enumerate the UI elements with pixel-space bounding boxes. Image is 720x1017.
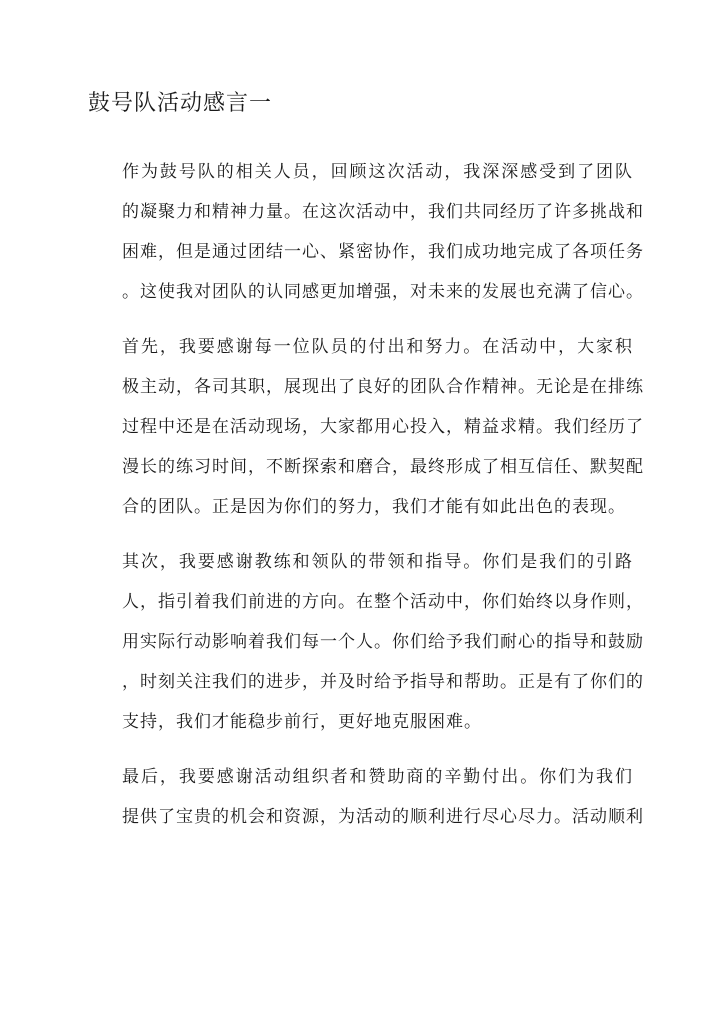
paragraph-line: 用实际行动影响着我们每一个人。你们给予我们耐心的指导和鼓励 xyxy=(122,632,644,652)
paragraph-line: 人，指引着我们前进的方向。在整个活动中，你们始终以身作则， xyxy=(122,592,644,612)
paragraph-line: 漫长的练习时间，不断探索和磨合，最终形成了相互信任、默契配 xyxy=(122,457,644,477)
paragraph-line: 最后，我要感谢活动组织者和赞助商的辛勤付出。你们为我们 xyxy=(122,767,633,787)
paragraph-line: 其次，我要感谢教练和领队的带领和指导。你们是我们的引路 xyxy=(122,552,633,572)
page-title: 鼓号队活动感言一 xyxy=(88,91,273,116)
paragraph-line: 首先，我要感谢每一位队员的付出和努力。在活动中，大家积 xyxy=(122,337,633,357)
paragraph-3 xyxy=(88,542,644,742)
paragraph-4 xyxy=(88,757,644,837)
paragraph-line: 过程中还是在活动现场，大家都用心投入，精益求精。我们经历了 xyxy=(122,417,644,437)
paragraph-line: ，时刻关注我们的进步，并及时给予指导和帮助。正是有了你们的 xyxy=(122,672,644,692)
paragraph-1 xyxy=(88,152,644,312)
paragraph-line: 支持，我们才能稳步前行，更好地克服困难。 xyxy=(122,712,482,732)
paragraph-line: 极主动，各司其职，展现出了良好的团队合作精神。无论是在排练 xyxy=(122,377,644,397)
document-body xyxy=(88,152,644,852)
paragraph-line: 作为鼓号队的相关人员，回顾这次活动，我深深感受到了团队 xyxy=(122,162,633,182)
paragraph-line: 合的团队。正是因为你们的努力，我们才能有如此出色的表现。 xyxy=(122,497,626,517)
paragraph-line: 。这使我对团队的认同感更加增强，对未来的发展也充满了信心。 xyxy=(122,282,644,302)
paragraph-line: 困难，但是通过团结一心、紧密协作，我们成功地完成了各项任务 xyxy=(122,242,644,262)
paragraph-2 xyxy=(88,327,644,527)
paragraph-line: 的凝聚力和精神力量。在这次活动中，我们共同经历了许多挑战和 xyxy=(122,202,644,222)
paragraph-line: 提供了宝贵的机会和资源，为活动的顺利进行尽心尽力。活动顺利 xyxy=(122,807,644,827)
